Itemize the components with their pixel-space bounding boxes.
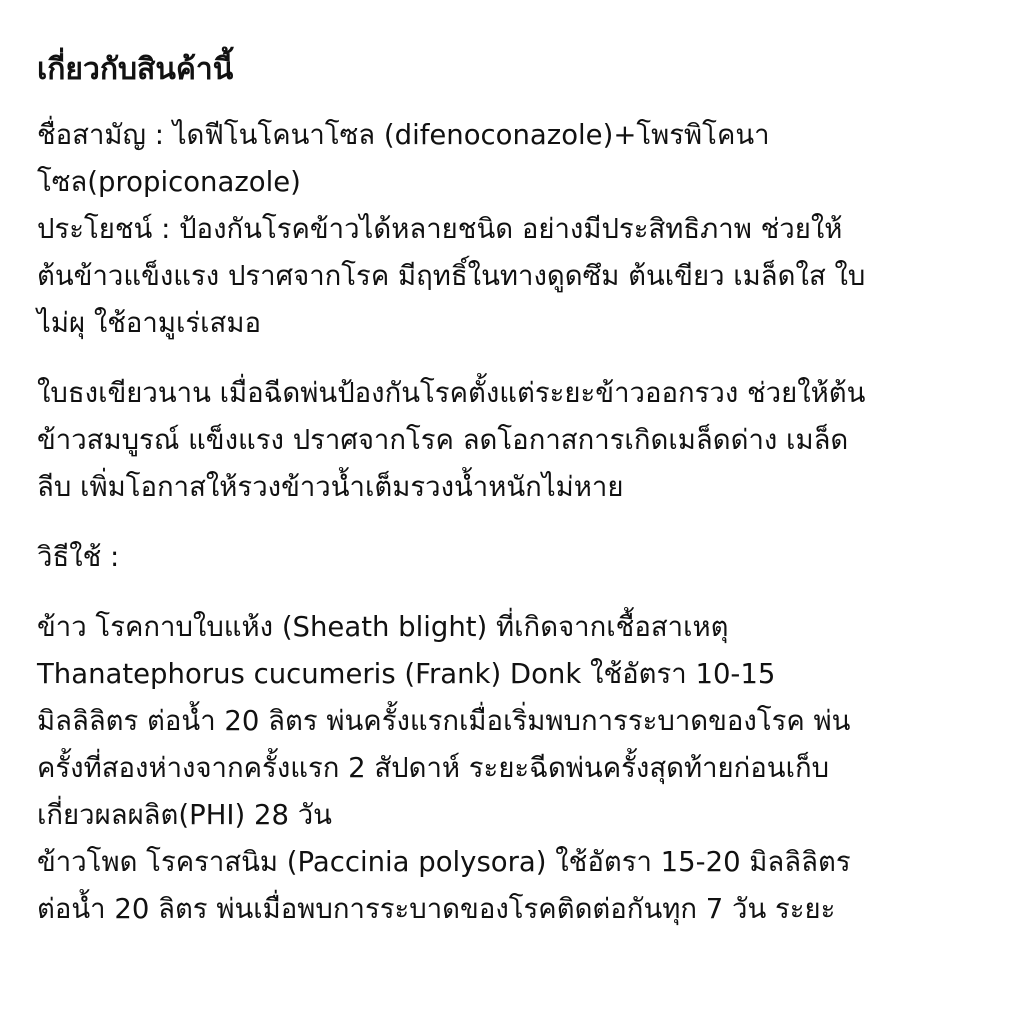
text-line: มิลลิลิตร ต่อน้ำ 20 ลิตร พ่นครั้งแรกเมื่อเริ่มพบการระบาดของโรค พ่น (37, 705, 851, 737)
text-line: ข้าว โรคกาบใบแห้ง (Sheath blight) ที่เกิดจากเชื้อสาเหตุ (37, 611, 729, 643)
text-line: ข้าวสมบูรณ์ แข็งแรง ปราศจากโรค ลดโอกาสการเกิดเมล็ดด่าง เมล็ด (37, 424, 849, 456)
text-line: ชื่อสามัญ : ไดฟีโนโคนาโซล (difenoconazole)+โพรพิโคนา (37, 119, 770, 151)
text-line: ต้นข้าวแข็งแรง ปราศจากโรค มีฤทธิ์ในทางดูดซึม ต้นเขียว เมล็ดใส ใบ (37, 260, 866, 292)
text-line: ประโยชน์ : ป้องกันโรคข้าวได้หลายชนิด อย่างมีประสิทธิภาพ ช่วยให้ (37, 213, 843, 245)
product-description (37, 40, 987, 933)
common-name-paragraph (37, 112, 987, 206)
paragraph-gap (37, 511, 987, 534)
text-line: ลีบ เพิ่มโอกาสให้รวงข้าวน้ำเต็มรวงน้ำหนักไม่หาย (37, 471, 624, 503)
usage-label-paragraph (37, 534, 987, 581)
text-line: โซล(propiconazole) (37, 166, 301, 198)
usage-label: วิธีใช้ : (37, 541, 120, 573)
paragraph-gap (37, 581, 987, 604)
text-line: ใบธงเขียวนาน เมื่อฉีดพ่นป้องกันโรคตั้งแต่ระยะข้าวออกรวง ช่วยให้ต้น (37, 377, 866, 409)
text-line: ครั้งที่สองห่างจากครั้งแรก 2 สัปดาห์ ระยะฉีดพ่นครั้งสุดท้ายก่อนเก็บ (37, 752, 830, 784)
text-line: ไม่ผุ ใช้อามูเร่เสมอ (37, 307, 261, 339)
text-line: ข้าวโพด โรคราสนิม (Paccinia polysora) ใช้อัตรา 15-20 มิลลิลิตร (37, 846, 851, 878)
leaf-paragraph (37, 370, 987, 511)
text-line: Thanatephorus cucumeris (Frank) Donk ใช้อัตรา 10-15 (37, 658, 776, 690)
section-heading: เกี่ยวกับสินค้านี้ (37, 52, 234, 87)
text-line: เกี่ยวผลผลิต(PHI) 28 วัน (37, 799, 332, 831)
paragraph-gap (37, 347, 987, 370)
text-line: ต่อน้ำ 20 ลิตร พ่นเมื่อพบการระบาดของโรคติดต่อกันทุก 7 วัน ระยะ (37, 893, 836, 925)
rice-usage-paragraph (37, 604, 987, 839)
corn-usage-paragraph (37, 839, 987, 933)
benefit-paragraph (37, 206, 987, 347)
